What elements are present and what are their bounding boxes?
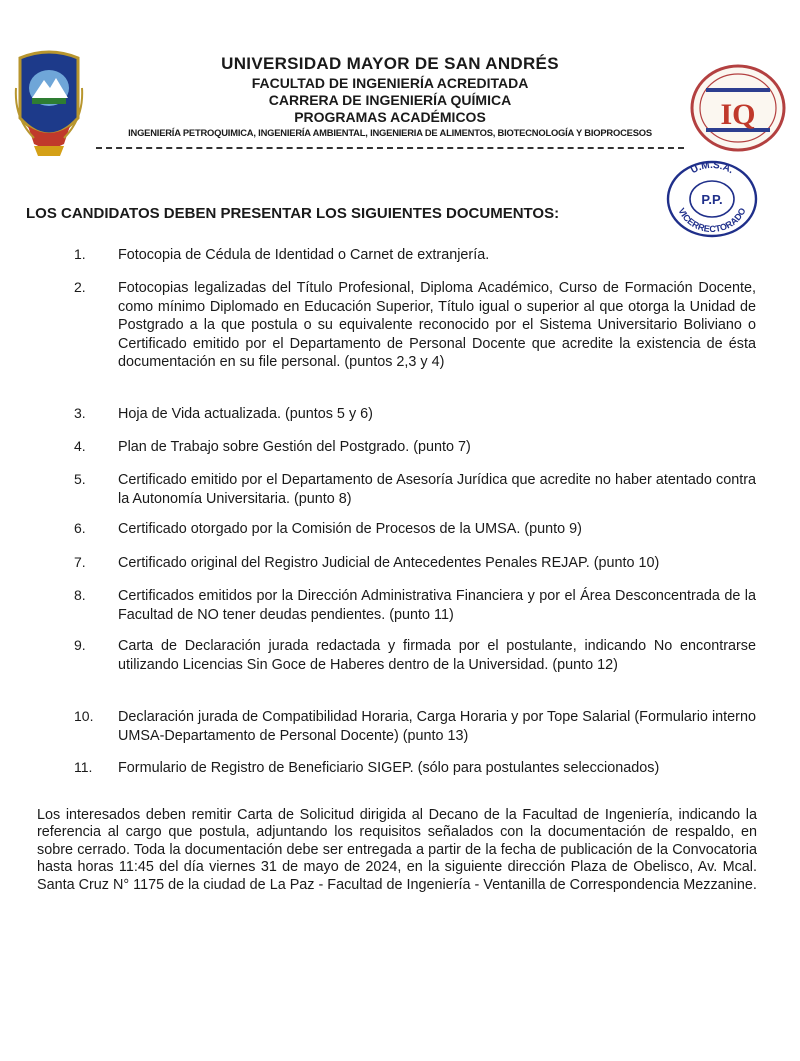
item-text: Certificado original del Registro Judicial de Antecedentes Penales REJAP. (punto 10) [118, 555, 660, 571]
career-name: CARRERA DE INGENIERÍA QUÍMICA [268, 92, 512, 108]
stamp-bottom-text: VICERRECTORADO [676, 206, 748, 235]
header-divider [96, 147, 684, 149]
item-number: 4. [74, 438, 86, 454]
item-number: 3. [74, 405, 86, 421]
logo-monogram: IQ [720, 98, 756, 131]
item-number: 11. [74, 759, 93, 775]
submission-instructions: Los interesados deben remitir Carta de Solicitud dirigida al Decano de la Facultad de Ingeniería, indicando la referencia al cargo que postula, adjuntando los requisitos señalados con la documentación de respaldo, en sobre cerrado. Toda la documentación debe ser entregada a partir de la fecha de publicación de la Convocatoria hasta horas 11:45 del día viernes 31 de mayo de 2024, en la siguiente dirección Plaza de Obelisco, Av. Mcal. Santa Cruz N° 1175 de la ciudad de La Paz - Facultad de Ingeniería - Ventanilla de Correspondencia Mezzanine. [37, 807, 757, 893]
item-text: Carta de Declaración jurada redactada y firmada por el postulante, indicando No encontrarse utilizando Licencias Sin Goce de Haberes dentro de la Universidad. (punto 12) [118, 638, 756, 673]
item-text: Certificados emitidos por la Dirección Administrativa Financiera y por el Área Desconcentrada de la Facultad de NO tener deudas pendientes. (punto 11) [118, 588, 756, 623]
item-text: Certificado otorgado por la Comisión de Procesos de la UMSA. (punto 9) [118, 521, 582, 537]
item-number: 2. [74, 279, 86, 295]
faculty-name: FACULTAD DE INGENIERÍA ACREDITADA [251, 75, 529, 91]
university-crest-icon [14, 48, 84, 160]
item-number: 5. [74, 471, 86, 487]
item-number: 9. [74, 637, 86, 653]
chemical-engineering-logo-icon [688, 62, 788, 154]
item-text: Certificado emitido por el Departamento de Asesoría Jurídica que acredite no haber atentado contra la Autonomía Universitaria. (punto 8) [118, 472, 756, 507]
item-text: Fotocopias legalizadas del Título Profesional, Diploma Académico, Curso de Formación Docente, como mínimo Diplomado en Educación Superior, Título igual o superior al que otorga la Unidad de Postgrado a la que postula o su equivalente reconocido por el Sistema Universitario Boliviano o Certificado emitido por el Departamento de Personal Docente que acredite la existencia de ésta documentación en su file personal. (puntos 2,3 y 4) [118, 280, 756, 371]
item-text: Declaración jurada de Compatibilidad Horaria, Carga Horaria y por Tope Salarial (Formulario interno UMSA-Departamento de Personal Docente) (punto 13) [118, 709, 756, 744]
university-name: UNIVERSIDAD MAYOR DE SAN ANDRÉS [221, 54, 559, 73]
item-number: 1. [74, 246, 86, 262]
item-text: Formulario de Registro de Beneficiario SIGEP. (sólo para postulantes seleccionados) [118, 760, 660, 776]
item-number: 8. [74, 587, 86, 603]
item-text: Hoja de Vida actualizada. (puntos 5 y 6) [118, 406, 373, 422]
item-number: 10. [74, 708, 94, 724]
section-title: LOS CANDIDATOS DEBEN PRESENTAR LOS SIGUIENTES DOCUMENTOS: [26, 205, 560, 222]
programs-heading: PROGRAMAS ACADÉMICOS [294, 109, 486, 125]
item-text: Fotocopia de Cédula de Identidad o Carnet de extranjería. [118, 247, 490, 263]
item-number: 7. [74, 554, 86, 570]
item-text: Plan de Trabajo sobre Gestión del Postgrado. (punto 7) [118, 439, 471, 455]
stamp-top-text: U.M.S.A. [689, 160, 736, 177]
item-number: 6. [74, 520, 86, 536]
vicerrectorado-stamp [662, 160, 762, 238]
specialties-line: INGENIERÍA PETROQUIMICA, INGENIERÍA AMBIENTAL, INGENIERIA DE ALIMENTOS, BIOTECNOLOGÍA Y BIOPROCESOS [128, 127, 652, 138]
stamp-center-text: P.P. [701, 192, 723, 207]
svg-text:U.M.S.A. [689, 160, 735, 176]
